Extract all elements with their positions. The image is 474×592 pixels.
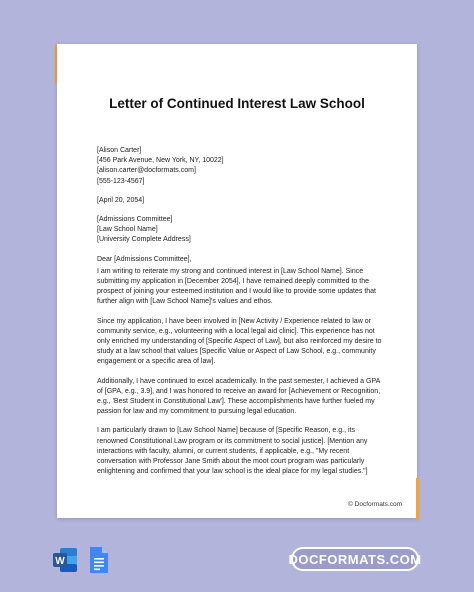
document-title: Letter of Continued Interest Law School <box>109 96 365 111</box>
word-icon[interactable] <box>52 546 78 574</box>
paragraph-3: Additionally, I have continued to excel academically. In the past semester, I achieved a GPA of [GPA, e.g., 3.9], and I was honored to receive an award for [Achievement or Recognition, e.g., 'Best Student in Constitutional Law']. These accomplishments have further fueled my passion for law and my commitment to pursuing legal education. <box>97 377 381 416</box>
recipient-school: [Law School Name] <box>97 226 158 234</box>
paragraph-2: Since my application, I have been involved in [New Activity / Experience related to law or community service, e.g., volunteering with a local legal aid clinic]. This experience has not only enriched my understanding of [Specific Aspect of Law], but also reinforced my desire to study at a law school that values [Specific Value or Aspect of Law School, e.g., community engagement or a specific area of law]. <box>97 317 382 366</box>
recipient-block <box>97 215 387 246</box>
letter-date: [April 20, 2054] <box>97 196 145 204</box>
paragraph-4: I am particularly drawn to [Law School Name] because of [Specific Reason, e.g., its renowned Constitutional Law program or its commitment to social justice]. [Mention any interactions with faculty, alumni, or current students, if applicable, e.g., "My recent conversation with Professor Jane Smith about the moot court program was particularly enlightening and confirmed that your law school is the ideal place for my legal studies."] <box>97 427 368 476</box>
sender-email: [alison.carter@docformats.com] <box>97 167 196 175</box>
letter-page <box>57 44 417 518</box>
sender-phone: [555-123-4567] <box>97 177 145 185</box>
svg-text:W: W <box>55 556 65 567</box>
sender-name: [Alison Carter] <box>97 147 142 154</box>
salutation: Dear [Admissions Committee], <box>97 255 192 263</box>
letter-body <box>97 146 387 486</box>
docformats-brand-badge[interactable]: DOCFORMATS.COM <box>291 547 419 571</box>
accent-bar-bottom-right <box>416 478 419 520</box>
copyright-footer: © Docformats.com <box>348 501 402 508</box>
sender-block <box>97 146 387 187</box>
paragraph-1: I am writing to reiterate my strong and continued interest in [Law School Name]. Since submitting my application in [December 2054], I have remained deeply committed to the prospect of joining your esteemed institution and I would like to provide some updates that further align with [Law School Name]'s values and ethos. <box>97 267 376 306</box>
sender-address: [456 Park Avenue, New York, NY, 10022] <box>97 157 224 165</box>
recipient-address: [University Complete Address] <box>97 236 191 244</box>
app-icons <box>52 546 112 574</box>
google-docs-icon[interactable] <box>86 546 112 574</box>
recipient-committee: [Admissions Committee] <box>97 216 173 224</box>
